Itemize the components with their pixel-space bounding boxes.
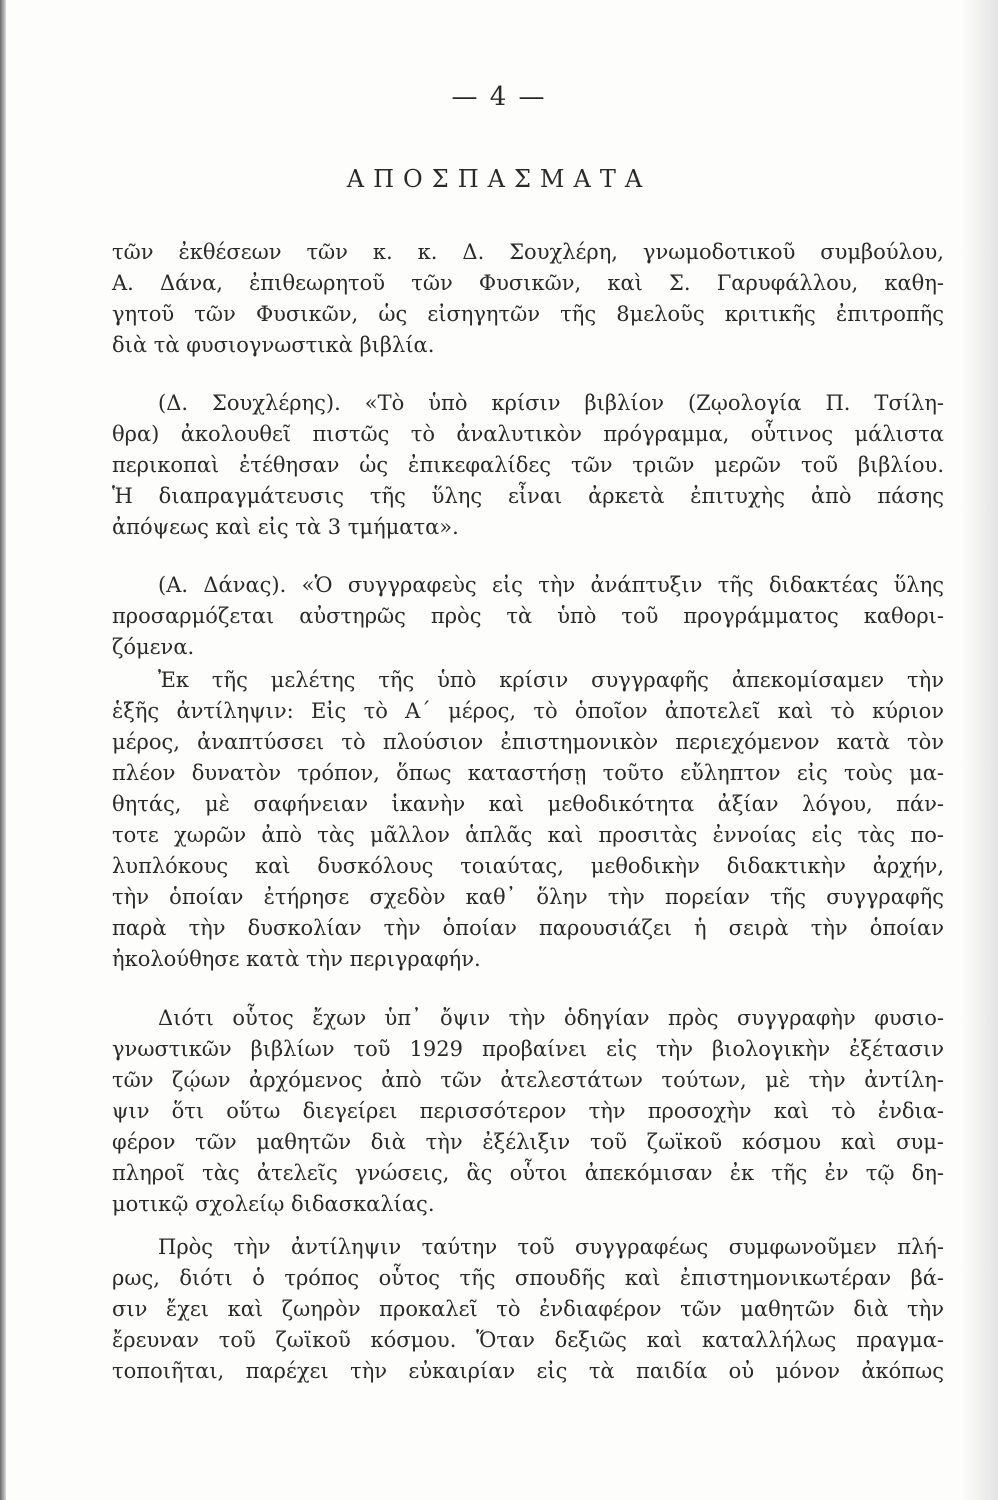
text-line: παρὰ τὴν δυσκολίαν τὴν ὁποίαν παρουσιάζει ἡ σειρὰ τὴν ὁποίαν	[112, 916, 944, 940]
text-line: σιν ἔχει καὶ ζωηρὸν προκαλεῖ τὸ ἐνδιαφέρον τῶν μαθητῶν διὰ τὴν	[112, 1297, 944, 1321]
text-line: Πρὸς τὴν ἀντίληψιν ταύτην τοῦ συγγραφέως συμφωνοῦμεν πλή-	[158, 1235, 944, 1259]
text-line: μοτικῷ σχολείῳ διδασκαλίας.	[112, 1192, 435, 1216]
text-line: μέρος, ἀναπτύσσει τὸ πλούσιον ἐπιστημονικὸν περιεχόμενον κατὰ τὸν	[112, 730, 944, 754]
text-line: λυπλόκους καὶ δυσκόλους τοιαύτας, μεθοδικὴν διδακτικὴν ἀρχήν,	[112, 854, 944, 878]
page-number: — 4 —	[451, 82, 547, 112]
text-line: ρως, διότι ὁ τρόπος οὗτος τῆς σπουδῆς καὶ ἐπιστημονικωτέραν βά-	[112, 1266, 944, 1290]
text-line: ἔρευναν τοῦ ζωϊκοῦ κόσμου. Ὅταν δεξιῶς καὶ καταλλήλως πραγμα-	[112, 1328, 944, 1352]
text-line: ἠκολούθησε κατὰ τὴν περιγραφήν.	[112, 947, 481, 971]
text-line: ἑξῆς ἀντίληψιν: Εἰς τὸ Α΄ μέρος, τὸ ὁποῖον ἀποτελεῖ καὶ τὸ κύριον	[112, 699, 944, 723]
text-line: θητάς, μὲ σαφήνειαν ἱκανὴν καὶ μεθοδικότητα ἀξίαν λόγου, πάν-	[112, 792, 944, 816]
text-line: ψιν ὅτι οὕτω διεγείρει περισσότερον τὴν προσοχὴν καὶ τὸ ἐνδια-	[112, 1099, 944, 1123]
text-line: προσαρμόζεται αὐστηρῶς πρὸς τὰ ὑπὸ τοῦ προγράμματος καθορι-	[112, 604, 944, 628]
text-line: γητοῦ τῶν Φυσικῶν, ὡς εἰσηγητῶν τῆς 8μελοῦς κριτικῆς ἐπιτροπῆς	[112, 302, 944, 326]
paragraph-method	[112, 1003, 944, 1220]
text-line: τοποιῆται, παρέχει τὴν εὐκαιρίαν εἰς τὰ παιδία οὐ μόνον ἀκόπως	[112, 1359, 944, 1383]
paragraph-souchleris	[112, 388, 944, 543]
text-line: Διότι οὗτος ἔχων ὑπ᾽ ὄψιν τὴν ὁδηγίαν πρὸς συγγραφὴν φυσιο-	[158, 1006, 944, 1030]
text-line: φέρον τῶν μαθητῶν διὰ τὴν ἐξέλιξιν τοῦ ζωϊκοῦ κόσμου καὶ συμ-	[112, 1130, 944, 1154]
text-line: ἀπόψεως καὶ εἰς τὰ 3 τμήματα».	[112, 515, 459, 539]
text-line: γνωστικῶν βιβλίων τοῦ 1929 προβαίνει εἰς τὴν βιολογικὴν ἐξέτασιν	[112, 1037, 944, 1061]
page-left-edge-shadow	[0, 0, 6, 1500]
text-line: περικοπαὶ ἐτέθησαν ὡς ἐπικεφαλίδες τῶν τριῶν μερῶν τοῦ βιβλίου.	[112, 453, 944, 477]
text-line: θρα) ἀκολουθεῖ πιστῶς τὸ ἀναλυτικὸν πρόγραμμα, οὗτινος μάλιστα	[112, 422, 944, 446]
text-line: διὰ τὰ φυσιογνωστικὰ βιβλία.	[112, 333, 435, 357]
text-line: τῶν ἐκθέσεων τῶν κ. κ. Δ. Σουχλέρη, γνωμοδοτικοῦ συμβούλου,	[112, 240, 944, 264]
text-line: τοτε χωρῶν ἀπὸ τὰς μᾶλλον ἁπλᾶς καὶ προσιτὰς ἐννοίας εἰς τὰς πο-	[112, 823, 944, 847]
text-line: (Α. Δάνας). «Ὁ συγγραφεὺς εἰς τὴν ἀνάπτυξιν τῆς διδακτέας ὕλης	[158, 573, 944, 597]
paragraph-danas	[112, 570, 944, 663]
page-title: ΑΠΟΣΠΑΣΜΑΤΑ	[346, 165, 652, 193]
text-line: τῶν ζῴων ἀρχόμενος ἀπὸ τῶν ἀτελεστάτων τούτων, μὲ τὴν ἀντίλη-	[112, 1068, 944, 1092]
text-line: τὴν ὁποίαν ἐτήρησε σχεδὸν καθ᾽ ὅλην τὴν πορείαν τῆς συγγραφῆς	[112, 885, 944, 909]
text-line: Ἐκ τῆς μελέτης τῆς ὑπὸ κρίσιν συγγραφῆς ἀπεκομίσαμεν τὴν	[158, 668, 944, 692]
page-right-edge-shadow	[962, 0, 998, 1500]
paragraph-agreement	[112, 1232, 944, 1387]
text-line: ζόμενα.	[112, 635, 195, 659]
text-line: πλέον δυνατὸν τρόπον, ὅπως καταστήσῃ τοῦτο εὔληπτον εἰς τοὺς μα-	[112, 761, 944, 785]
text-line: (Δ. Σουχλέρης). «Τὸ ὑπὸ κρίσιν βιβλίον (Ζῳολογία Π. Τσίλη-	[158, 391, 944, 415]
text-line: πληροῖ τὰς ἀτελεῖς γνώσεις, ἃς οὗτοι ἀπεκόμισαν ἐκ τῆς ἐν τῷ δη-	[112, 1161, 944, 1185]
paragraph-study	[112, 665, 944, 975]
text-line: Ἡ διαπραγμάτευσις τῆς ὕλης εἶναι ἀρκετὰ ἐπιτυχὴς ἀπὸ πάσης	[112, 484, 944, 508]
text-line: Α. Δάνα, ἐπιθεωρητοῦ τῶν Φυσικῶν, καὶ Σ. Γαρυφάλλου, καθη-	[112, 271, 944, 295]
intro-paragraph	[112, 237, 944, 361]
